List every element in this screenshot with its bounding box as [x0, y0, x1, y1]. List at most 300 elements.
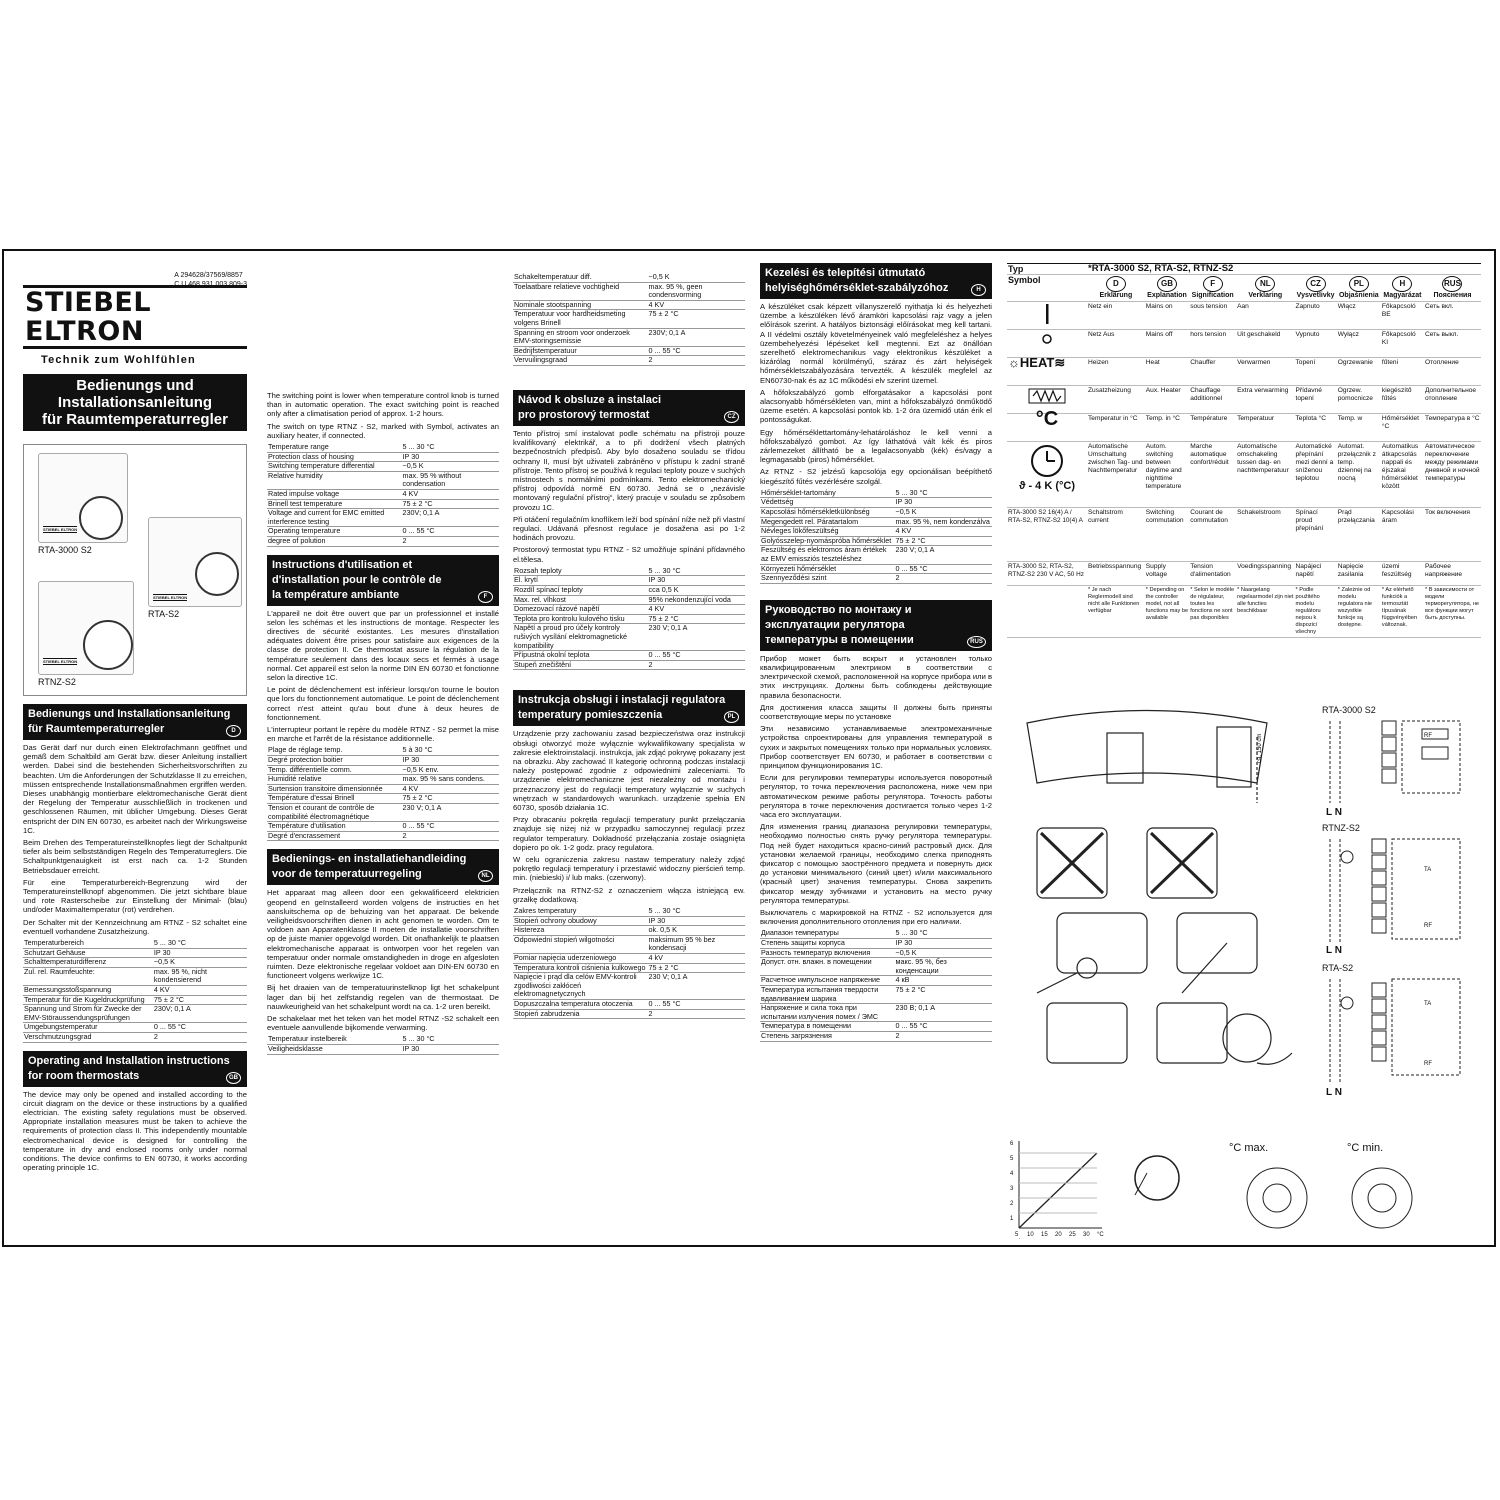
table-cell: Humidité relative [267, 775, 402, 785]
section-heading-pl: Instrukcja obsługi i instalacji regulatora temperatury pomieszczenia PL [513, 690, 745, 726]
table-row [513, 916, 745, 926]
table-row [23, 967, 247, 985]
ta-label-1: TA [1424, 867, 1432, 873]
y-tick: 5 [1010, 1156, 1014, 1162]
spec-table-ru [760, 929, 992, 1041]
language-badge: PL [724, 711, 739, 723]
table-cell: 4 KV [648, 300, 745, 310]
table-row [513, 585, 745, 595]
table-cell: Heizen [1087, 358, 1145, 386]
installation-illustration [1007, 703, 1307, 1083]
ta-label-2: TA [1424, 1001, 1432, 1007]
table-cell: Odpowiedni stopień wilgotności [513, 935, 648, 953]
table-row [267, 443, 499, 452]
table-row [1007, 562, 1481, 586]
spec-table-de [23, 939, 247, 1043]
table-cell: IP 30 [895, 498, 992, 508]
table-cell: Přípustná okolní teplota [513, 651, 648, 661]
table-cell: 4 кВ [895, 976, 992, 986]
dial-min-detail [1352, 1168, 1412, 1228]
table-cell: Operating temperature [267, 527, 402, 537]
table-cell: cca 0,5 K [648, 585, 745, 595]
table-cell: Kapcsolási hőmérsékletkülönbség [760, 508, 895, 518]
table-cell: Automatische omschakeling tussen dag- en nachttemperatuur [1236, 442, 1294, 508]
table-cell: Relative humidity [267, 471, 402, 489]
table-cell: IP 30 [648, 576, 745, 586]
table-cell: 5 ... 30 °C [648, 567, 745, 576]
table-cell: Autom. switching between daytime and nighttime temperature [1145, 442, 1189, 508]
table-cell: Chauffage additionnel [1189, 386, 1236, 414]
table-cell: Veiligheidsklasse [267, 1044, 402, 1054]
table-row [513, 907, 745, 916]
table-cell: Napięcie zasilania [1337, 562, 1381, 586]
table-cell: 230V; 0,1 A [402, 509, 499, 527]
table-cell: Automat. przełącznik z temp. dziennej na nocną [1337, 442, 1381, 508]
table-cell: üzemi feszültség [1381, 562, 1424, 586]
lang-badge-h: H [1392, 276, 1412, 292]
table-cell: 5 ... 30 °C [402, 1035, 499, 1044]
table-cell: 230 В; 0,1 A [895, 1004, 992, 1022]
table-cell: max. 95 %, geen condensvorming [648, 282, 745, 300]
table-cell: max. 95 %, nicht kondensierend [153, 967, 247, 985]
table-cell: Voedingsspanning [1236, 562, 1294, 586]
table-cell: 2 [648, 660, 745, 670]
table-cell: Zusatzheizung [1087, 386, 1145, 414]
spec-table-nl-part1 [267, 1035, 499, 1054]
lang-badge-d: D [1106, 276, 1126, 292]
x-tick: 15 [1041, 1232, 1048, 1238]
table-cell: Bemessungsstoßspannung [23, 986, 153, 996]
table-cell: Автоматическое переключение между режимами дневной и ночной температуры [1424, 442, 1481, 508]
brand-tagline: Technik zum Wohlfühlen [41, 354, 196, 366]
table-cell: Teplota pro kontrolu kulového tisku [513, 614, 648, 624]
door-drawing [1107, 733, 1143, 783]
language-badge: H [971, 284, 986, 296]
table-row [513, 567, 745, 576]
ln-label-2: L N [1326, 945, 1342, 956]
spec-table-gb [267, 443, 499, 547]
table-cell: fűteni [1381, 358, 1424, 386]
wiring-label-rta: RTA-S2 [1322, 963, 1354, 973]
section-text-gb-cont: The switching point is lower when temperature control knob is turned than in automatic operation. The exact switching point is reached only after a climatisation period of approx. 1-2 hours. The switch on type RTNZ - S2, marked with Symbol, activates an auxiliary heater, if connected. [267, 391, 499, 440]
cover-removal-step [1057, 913, 1147, 973]
table-cell: Stupeň znečištění [513, 660, 648, 670]
table-cell: 0 ... 55 °C [895, 1022, 992, 1032]
table-cell: Ogrzew. pomocnicze [1337, 386, 1381, 414]
table-cell: 75 ± 2 °C [402, 794, 499, 804]
section-text-gb: The device may only be opened and installed according to the circuit diagram on the device or these instructions by a qualified electrician. The existing safety regulations must be observed. Appropriate installation measures must be taken to achieve the requirements of protection class II. This independently mountable electromechanical device is designed for controlling the temperature in dry and enclosed rooms only under normal conditions. The device confirms to EN 60730, it works according operating principle 1C. [23, 1089, 247, 1173]
table-cell: Диапазон температуры [760, 929, 895, 938]
table-row [267, 1044, 499, 1054]
table-cell: Marche automatique confort/réduit [1189, 442, 1236, 508]
table-cell: Zul. rel. Raumfeuchte: [23, 967, 153, 985]
table-cell: Напряжение и сила тока при испытании излучения помех / ЭМС [760, 1004, 895, 1022]
table-cell: IP 30 [402, 452, 499, 462]
table-cell: ok. 0,5 K [648, 926, 745, 936]
table-row [760, 489, 992, 498]
table-cell: Pomiar napięcia uderzeniowego [513, 953, 648, 963]
lang-badge-cz: CZ [1306, 276, 1326, 292]
ln-label-1: L N [1326, 807, 1342, 818]
lang-badge-f: F [1203, 276, 1223, 292]
table-row [760, 1032, 992, 1042]
table-row [1007, 275, 1481, 302]
document-title: Bedienungs und Installationsanleitung für Raumtemperaturregler [23, 374, 247, 431]
table-cell: Ток включения [1424, 508, 1481, 562]
table-cell: 5 ... 30 °C [895, 489, 992, 498]
section-heading-nl: Bedienings- en installatiehandleiding voor de temperatuurregeling NL [267, 849, 499, 885]
ln-label-3: L N [1326, 1087, 1342, 1098]
table-cell: Dopuszczalna temperatura otoczenia [513, 999, 648, 1009]
wiring-label-rtnz: RTNZ-S2 [1322, 823, 1360, 833]
table-cell: ~0,5 K [402, 462, 499, 472]
dial-knob [79, 496, 123, 540]
table-cell: Topení [1294, 358, 1336, 386]
spec-table-cz [513, 567, 745, 671]
x2-tick: ✱ [1017, 1239, 1023, 1243]
table-row [267, 803, 499, 821]
table-cell: *RTA-3000 S2, RTA-S2, RTNZ-S2 [1087, 264, 1481, 275]
table-cell: maksimum 95 % bez kondensacji [648, 935, 745, 953]
table-cell: Histereza [513, 926, 648, 936]
table-cell: Schutzart Gehäuse [23, 948, 153, 958]
table-cell: Chauffer [1189, 358, 1236, 386]
table-cell: 5 à 30 °C [402, 746, 499, 755]
x-tick: 25 [1069, 1232, 1076, 1238]
table-cell: 75 ± 2 °C [648, 963, 745, 973]
table-cell: ~0,5 K [153, 958, 247, 968]
table-cell: * Zależnie od modelu regulatora nie wszystkie funkcje są dostępne. [1337, 586, 1381, 638]
table-row [760, 958, 992, 976]
table-cell: Temp. in °C [1145, 414, 1189, 442]
table-row [760, 574, 992, 584]
table-cell: hors tension [1189, 330, 1236, 358]
table-cell: Дополнительное отопление [1424, 386, 1481, 414]
table-cell: Schakeltemperatuur diff. [513, 273, 648, 282]
table-cell: Nominale stootspanning [513, 300, 648, 310]
section-heading-fr: Instructions d'utilisation et d'installation pour le contrôle de la température ambiante F [267, 555, 499, 606]
table-cell: Vypnuto [1294, 330, 1336, 358]
table-cell: Temperature range [267, 443, 402, 452]
device-rta3000: STIEBEL ELTRON [38, 453, 128, 543]
table-cell: Wyłącz [1337, 330, 1381, 358]
product-photo [23, 444, 247, 696]
table-row [267, 509, 499, 527]
table-row [513, 660, 745, 670]
table-cell: 75 ± 2 °C [153, 995, 247, 1005]
table-cell: 75 ± 2 °C [402, 499, 499, 509]
table-cell: IP 30 [895, 939, 992, 949]
table-row [513, 1009, 745, 1019]
table-row [267, 527, 499, 537]
table-row [513, 328, 745, 346]
table-cell: 2 [648, 1009, 745, 1019]
x-tick: 10 [1027, 1232, 1034, 1238]
table-cell: Температура испытания твердости вдавливанием шарика [760, 986, 895, 1004]
table-cell: * Selon le modèle de régulateur, toutes les fonctions ne sont pas disponibles [1189, 586, 1236, 638]
table-cell: 230 V; 0,1 A [648, 973, 745, 1000]
section-text-fr: L'appareil ne doit être ouvert que par un professionnel et installé selon les schémas et les instructions de montage. Respecter les directives de sécurité existantes. Les mesures d'installation adéquates doivent être prises pour satisfaire aux exigences de la classe de protection II. Ce thermostat assure la régulation de la température seulement dans des locaux secs et fermés à usage normal. Cet appareil est selon la norme DIN EN 60730 et fonctionne selon la directive 1C. Le point de déclenchement est inférieur lorsqu'on tourne le bouton que lors du fonctionnement automatique. Le point de déclenchement correct n'est atteint qu'au bout d'une à deux heures de fonctionnement. L'interrupteur portant le repère du modèle RTNZ - S2 permet la mise en marche et l'arrêt de la résistance additionnelle. [267, 608, 499, 744]
celsius-icon: °C [1007, 414, 1087, 442]
table-cell: Környezeti hőmérséklet [760, 564, 895, 574]
table-cell: Сеть выкл. [1424, 330, 1481, 358]
table-cell: kiegészítő fűtés [1381, 386, 1424, 414]
rta3000-housing [1402, 721, 1460, 793]
power-off-icon [1007, 330, 1087, 358]
table-cell: PL Objaśnienia [1337, 275, 1381, 302]
spec-table-fr [267, 746, 499, 841]
table-cell: Допуст. отн. влажн. в помещении [760, 958, 895, 976]
table-cell: Temp. différentielle comm. [267, 765, 402, 775]
table-cell: Temperatur in °C [1087, 414, 1145, 442]
table-cell: Température d'utilisation [267, 822, 402, 832]
table-cell: RUS Пояснения [1424, 275, 1481, 302]
table-cell: Temp. w [1337, 414, 1381, 442]
table-cell: IP 30 [402, 755, 499, 765]
table-cell: 2 [895, 574, 992, 584]
table-row [267, 471, 499, 489]
table-cell: Degré protection boitier [267, 755, 402, 765]
table-row [513, 973, 745, 1000]
table-cell: Switching temperature differential [267, 462, 402, 472]
table-cell: Hőmérséklet °C [1381, 414, 1424, 442]
table-cell: Napětí a proud pro účely kontroly rušivých vysílání elektromagnetické kompatibility [513, 624, 648, 651]
table-cell: 4 KV [895, 527, 992, 537]
column-2 [267, 263, 499, 1239]
table-cell: Supply voltage [1145, 562, 1189, 586]
y-tick: 6 [1010, 1141, 1014, 1147]
lang-badge-pl: PL [1349, 276, 1369, 292]
table-cell: Aux. Heater [1145, 386, 1189, 414]
table-cell: Schalttemperaturdifferenz [23, 958, 153, 968]
table-cell: 0 ... 55 °C [648, 346, 745, 356]
table-cell: Max. rel. vlhkost [513, 595, 648, 605]
table-cell: CZ Vysvetlivky [1294, 275, 1336, 302]
section-heading-ru: Руководство по монтажу и эксплуатации регулятора температуры в помещении RUS [760, 600, 992, 651]
table-cell: max. 95 % without condensation [402, 471, 499, 489]
language-badge: F [478, 591, 493, 603]
table-cell: Courant de commutation [1189, 508, 1236, 562]
rf-label-1: RF [1424, 733, 1432, 739]
table-row [513, 310, 745, 328]
table-row [1007, 508, 1481, 562]
table-cell: Temperatuur voor hardheidsmeting volgens Brinell [513, 310, 648, 328]
table-row [760, 986, 992, 1004]
table-cell: Extra verwarming [1236, 386, 1294, 414]
table-cell: IP 30 [648, 916, 745, 926]
table-cell: Degré d'encrassement [267, 831, 402, 841]
symbol-table [1007, 263, 1481, 638]
table-cell: Température d'essai Brinell [267, 794, 402, 804]
table-cell: * Naargelang regelaarmodel zijn niet alle functies beschikbaar [1236, 586, 1294, 638]
table-cell: Температура в °C [1424, 414, 1481, 442]
language-badge: NL [478, 870, 493, 882]
table-cell: Verschmutzungsgrad [23, 1033, 153, 1043]
table-cell: Temperatuur instelbereik [267, 1035, 402, 1044]
table-cell: NL Verklaring [1236, 275, 1294, 302]
x-tick: 20 [1055, 1232, 1062, 1238]
table-cell: 75 ± 2 °C [895, 536, 992, 546]
y-tick: 4 [1010, 1171, 1014, 1177]
table-row [513, 651, 745, 661]
table-cell: F Signification [1189, 275, 1236, 302]
photo-label-rtnz: RTNZ-S2 [38, 677, 76, 687]
table-cell: Netz ein [1087, 302, 1145, 330]
table-cell: Vervuilingsgraad [513, 356, 648, 366]
cmin-label: °C min. [1347, 1142, 1384, 1154]
table-cell: Zapnuto [1294, 302, 1336, 330]
table-cell: Protection class of housing [267, 452, 402, 462]
table-cell: Temperatura kontroli ciśnienia kulkowego [513, 963, 648, 973]
table-cell: ~0,5 K [895, 948, 992, 958]
dial-knob [83, 620, 133, 670]
table-cell: Отопление [1424, 358, 1481, 386]
rf-label-3: RF [1424, 1061, 1432, 1067]
table-cell: Teplota °C [1294, 414, 1336, 442]
column-5 [1007, 263, 1481, 1243]
table-cell: 2 [402, 831, 499, 841]
table-cell: Prąd przełączania [1337, 508, 1381, 562]
height-label: ca. 150 cm [1257, 733, 1263, 763]
x-tick: 30 [1083, 1232, 1090, 1238]
table-cell: 0 ... 55 °C [402, 527, 499, 537]
table-cell: 4 KV [402, 489, 499, 499]
table-row [513, 356, 745, 366]
wiring-label-rta3000: RTA-3000 S2 [1322, 705, 1376, 715]
cmax-label: °C max. [1229, 1142, 1269, 1154]
device-rtnz: STIEBEL ELTRON [38, 581, 134, 675]
y-tick: 1 [1010, 1216, 1014, 1222]
table-cell: Temperaturbereich [23, 939, 153, 948]
section-text-cz: Tento přístroj smí instalovat podle schématu na přístroji pouze kvalifikovaný elektrikář, a to při dodržení všech platných bezpečnostních předpisů. Aby bylo dosaženo souladu se třídou ochrany II, musí být uživateli zabráněno v přístupu k zadní straně přístroje. Tento přístroj se používá k regulaci teploty pouze v suchých místnostech s normálními podmínkami. Tento elektromechanický přístroj odpovídá normě EN 60730. Jedná se o „nezávisle montovaný regulační přístroj“, který pracuje v souladu se způsobem provozu 1C. Při otáčení regulačním knoflíkem leží bod spínání níže než při vlastní regulaci. Udávaná přesnost regulace je dosažena asi po 1-2 hodinách provozu. Prostorový termostat typu RTNZ - S2 umožňuje spínání přídavného el.tělesa. [513, 428, 745, 564]
table-cell: Spanning en stroom voor onderzoek EMV-storingsemissie [513, 328, 648, 346]
table-cell: Сеть вкл. [1424, 302, 1481, 330]
table-cell: Betriebsspannung [1087, 562, 1145, 586]
table-row [1007, 358, 1481, 386]
table-cell: Kapcsolási áram [1381, 508, 1424, 562]
table-row [1007, 414, 1481, 442]
table-cell: * Depending on the controller model, not all functions may be available [1145, 586, 1189, 638]
table-cell: 230 V; 0,1 A [895, 546, 992, 564]
table-cell: D Erklärung [1087, 275, 1145, 302]
lang-badge-nl: NL [1255, 276, 1275, 292]
section-heading-cz: Návod k obsluze a instalaci pro prostorový termostat CZ [513, 390, 745, 426]
table-cell: Zakres temperatury [513, 907, 648, 916]
heat-icon: ☼HEAT≋ [1007, 358, 1087, 386]
table-cell: Bedrijfstemperatuur [513, 346, 648, 356]
table-row [23, 939, 247, 948]
section-heading-de: Bedienungs und Installationsanleitung für Raumtemperaturregler D [23, 704, 247, 740]
spec-table-nl-part2 [513, 273, 745, 366]
table-cell: Automatikus átkapcsolás nappali és éjszakai hőmérséklet között [1381, 442, 1424, 508]
table-cell: Température [1189, 414, 1236, 442]
table-cell: 0 ... 55 °C [648, 999, 745, 1009]
table-row [267, 536, 499, 546]
table-cell: Přídavné topení [1294, 386, 1336, 414]
table-row [267, 462, 499, 472]
table-cell: Рабочее напряжение [1424, 562, 1481, 586]
table-cell: 5 ... 30 °C [153, 939, 247, 948]
table-cell: Ogrzewanie [1337, 358, 1381, 386]
dial-knob [195, 552, 239, 596]
table-cell: Symbol [1007, 275, 1087, 302]
table-row [513, 282, 745, 300]
section-heading-gb: Operating and Installation instructions for room thermostats GB [23, 1051, 247, 1087]
table-row [267, 822, 499, 832]
table-row [513, 935, 745, 953]
table-cell: * Je nach Reglermodell sind nicht alle Funktionen verfügbar [1087, 586, 1145, 638]
table-cell: 5 ... 30 °C [402, 443, 499, 452]
language-badge: RUS [967, 636, 986, 648]
column-4 [760, 263, 992, 1239]
table-cell: 5 ... 30 °C [895, 929, 992, 938]
table-cell: 0 ... 55 °C [648, 651, 745, 661]
spec-table-hu [760, 489, 992, 584]
table-cell: 230 V; 0,1 A [648, 624, 745, 651]
table-cell: Włącz [1337, 302, 1381, 330]
room-outline [1027, 711, 1267, 784]
table-cell: Stopień ochrony obudowy [513, 916, 648, 926]
table-cell: Umgebungstemperatur [23, 1023, 153, 1033]
table-cell: макс. 95 %, без конденсации [895, 958, 992, 976]
document-numbers: A 294628/37569/8857 C U 468 931 003 809-3 [174, 272, 247, 288]
table-cell: Разность температур включения [760, 948, 895, 958]
power-on-icon [1007, 302, 1087, 330]
table-cell: Automatische Umschaltung zwischen Tag- und Nachttemperatur [1087, 442, 1145, 508]
dial-detail [1223, 1014, 1271, 1062]
table-cell: Температура в помещении [760, 1022, 895, 1032]
table-cell: Netz Aus [1087, 330, 1145, 358]
table-cell: sous tension [1189, 302, 1236, 330]
table-cell: Spínací proud přepínání [1294, 508, 1336, 562]
table-cell: degree of polution [267, 536, 402, 546]
table-cell: Főkapcsoló KI [1381, 330, 1424, 358]
table-row [267, 755, 499, 765]
x-tick: °C [1097, 1232, 1104, 1238]
table-cell: El. krytí [513, 576, 648, 586]
x-tick: 5 [1015, 1232, 1019, 1238]
table-row [760, 939, 992, 949]
table-cell: Mains off [1145, 330, 1189, 358]
table-cell: Surtension transitoire dimensionnée [267, 784, 402, 794]
table-cell: Megengedett rel. Páratartalom [760, 517, 895, 527]
table-row [267, 794, 499, 804]
table-cell: * Podle použitého modelu regulátoru nejsou k dispozici všechny [1294, 586, 1336, 638]
table-cell: RTA-3000 S2 16(4) A / RTA-S2, RTNZ-S2 10(4) A [1007, 508, 1087, 562]
language-badge: GB [226, 1072, 241, 1084]
table-cell: * Az elérhető funkciók a termosztát típusának függvényében változnak. [1381, 586, 1424, 638]
y-tick: 3 [1010, 1186, 1014, 1192]
column-1 [23, 263, 247, 1239]
table-row [1007, 330, 1481, 358]
table-cell: 75 ± 2 °C [895, 986, 992, 1004]
table-cell: Rozdíl spínací teploty [513, 585, 648, 595]
table-cell: 5 ... 30 °C [648, 907, 745, 916]
table-cell: Névleges lökőfeszültség [760, 527, 895, 537]
table-row [1007, 442, 1481, 508]
table-cell: Napięcie i prąd dla celów EMV-kontroli zgodliwości zakłóceń elektromagnetycznych [513, 973, 648, 1000]
section-text-ru: Прибор может быть вскрыт и установлен только квалифицированным электриком в соответствии с электрической схемой, расположенной на корпусе прибора или в этих инструкциях. Должны быть соблюдены действующие правила безопасности. Для достижения класса защиты II должны быть приняты соответствующие меры по установке Эти независимо устанавливаемые электромеханичные устройства спроектированы для управления температурой в сухих и закрытых помещениях только при нормальных условиях. Прибор соответствует EN 60730, и работает в соответствии с принципом функционирования 1C. Если для регулировки температуры используется поворотный регулятор, то точка переключения расположена, ниже чем при автоматическом режиме работы регулятора. Точность работы регулятора в точке переключения достигается только через 1-2 часа его эксплуатации. Для изменения границ диапазона регулировки температуры, необходимо полностью снять ручку регулятора температуры. Под ней будет находиться красно-синий растровый диск. Для установки желаемой границы, необходимо слегка приподнять фиксатор с помощью заострённого предмета и повернуть диск до установки минимального (синий цвет) и/или максимального (красный цвет) значения температуры. Снова закрепить фиксатор между зубчиками и установить на место ручку регулятора температуры. Выключатель с маркировкой на RTNZ - S2 используется для включения дополнительного отопления при его наличии. [760, 653, 992, 927]
table-cell: Hőmérséklet-tartomány [760, 489, 895, 498]
table-cell: * В зависимости от модели терморегулятора, не все функции могут быть доступны. [1424, 586, 1481, 638]
table-cell: Степень защиты корпуса [760, 939, 895, 949]
table-row [513, 953, 745, 963]
table-row [267, 775, 499, 785]
section-text-nl: Het apparaat mag alleen door een gekwalificeerd elektricien geopend en geïnstalleerd worden volgens de instructies en het aansluitschema op de behuizing van het apparaat. De bekende veiligheidsvoorschriften dienen in acht genomen te worden. Om te voldoen aan Apparatenklasse II moeten de installatie voorschriften op de juiste manier opgevolgd worden. Dit onafhankelijk te plaatsen elektromechanische apparaat is ontworpen voor het regelen van temperatuur onder normale omstandigheden in droge en afgesloten ruimten. Deze elektronische regelaar voldoet aan DIN-EN 60730 en functioneert volgens werkwijze 1C. Bij het draaien van de temperatuurinstelknop ligt het schakelpunt lager dan bij het zelfstandig regelen van de thermostaat. De nauwkeurigheid van het schakelpunt wordt na ca. 1-2 uren bereikt. De schakelaar met het teken van het model RTNZ -S2 schakelt een eventuele aanvullende bijkomende verwarming. [267, 888, 499, 1033]
table-row [1007, 302, 1481, 330]
table-cell: RTA-3000 S2, RTA-S2, RTNZ-S2 230 V AC, 50 Hz [1007, 562, 1087, 586]
table-cell: 0 ... 55 °C [895, 564, 992, 574]
